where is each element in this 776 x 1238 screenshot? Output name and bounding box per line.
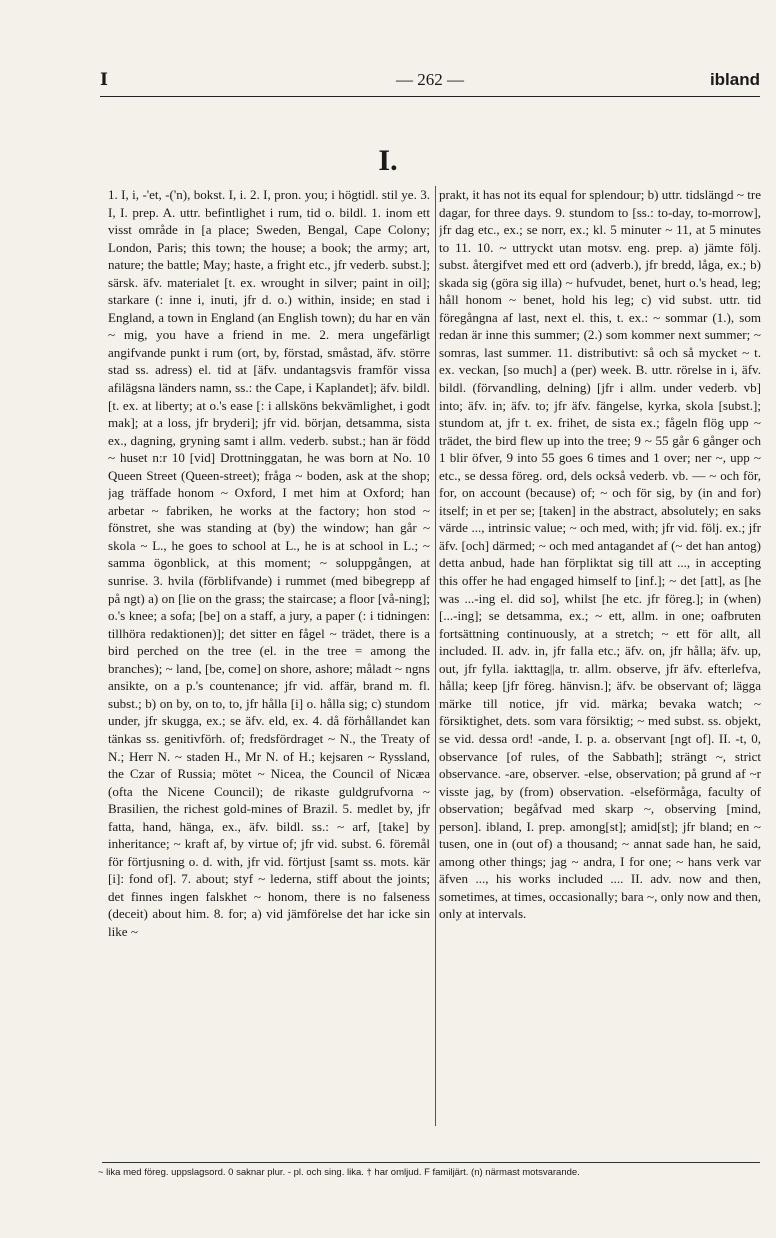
section-heading: I. (378, 144, 398, 177)
column-divider (435, 186, 436, 1126)
header-rule (100, 96, 760, 97)
header-guide-word: ibland (709, 70, 760, 89)
footnote-legend: ~ lika med föreg. uppslagsord. 0 saknar plur. - pl. och sing. lika. † har omljud. F familjärt. (n) närmast motsvarande. (98, 1167, 580, 1178)
header-letter: I (100, 70, 108, 90)
page-header (100, 70, 760, 94)
footer-rule (102, 1162, 760, 1163)
page-number: — 262 — (396, 70, 464, 89)
left-column (108, 186, 430, 1146)
left-column-text: 1. I, i, -'et, -('n), bokst. I, i. 2. I, pron. you; i högtidl. stil ye. 3. I, I. prep. A. uttr. befintlighet i rum, tid o. bildl. 1. inom ett visst område in [a place; Sweden, Bengal, Cape Colony; London, Paris; this town; the house; a book; the army; art, nature; the battle; May; haste, a fright etc., jfr vederb. subst.]; särsk. äfv. materialet [t. ex. wrought in silver; paint in oil]; starkare (: inne i, inuti, jfr d. o.) within, inside; en stad i England, a town in England (an English town); du har en vän ~ mig, you have a friend in me. 2. mera ungefärligt angifvande punkt i rum (ort, by, förstad, småstad, äfv. större stad ss. adress) el. tid at [äfv. undantagsvis framför vissa afilägsna länders namn, ss.: the Cape, i Kaplandet]; äfv. bildl. [t. ex. at liberty; at o.'s ease [: i allsköns bekvämlighet, i godt mak]; at a loss, jfr bryderi]; jfr vid. början, detsamma, sista ex., dagning, gryning samt i allm. vederb. subst.; han är född ~ huset n:r 10 [vid] Drottninggatan, he was born at No. 10 Queen Street (Queen-street); fråga ~ boden, ask at the shop; jag träffade honom ~ Oxford, I met him at Oxford; han arbetar ~ fabriken, he works at the factory; hon stod ~ fönstret, she was standing at (by) the window; han går ~ skola ~ L., he goes to school at L., he is at school in L.; ~ samma ögonblick, at this moment; ~ soluppgången, at sunrise. 3. hvila (förblifvande) i rummet (med bibegrepp af på ngt) a) on [lie on the grass; the staircase; a floor [vå-ning]; o.'s knee; a sofa; [be] on a staff, a jury, a paper (: i tidningen: tillhöra redaktionen)]; det sitter en fågel ~ trädet, there is a bird perched on the tree (el. in the tree = among the branches); ~ land, [be, come] on shore, ashore; måladt ~ ngns ansikte, on a p.'s countenance; jfr vid. affär, brand m. fl. subst.; b) on by, on to, to, jfr hålla [i] o. hålla sig; c) stundom under, jfr skugga, ex.; se äfv. eld, ex. 4. då förhållandet kan tänkas ss. genitivförh. of; fredsfördraget ~ N., the Treaty of N.; Herr N. ~ staden H., Mr N. of H.; kejsaren ~ Ryssland, the Czar of Russia; mötet ~ Nicea, the Council of Nicæa (ofta the Nicene Council); de rikaste guldgrufvorna ~ Brasilien, the richest gold-mines of Brazil. 5. medlet by, jfr fatta, hand, hänga, ex., äfv. bildl. ss.: ~ arf, [take] by inheritance; ~ kraft af, by virtue of; jfr vid. subst. 6. föremål för förtjusning o. d. with, jfr vid. förtjust [samt ss. mots. kär [i]: fond of]. 7. about; styf ~ lederna, stiff about the joints; det finnes ingen falskhet ~ honom, there is no falseness (deceit) about him. 8. for; a) vid jämförelse det har icke sin like ~ (108, 187, 430, 939)
right-column (439, 186, 761, 1146)
right-column-text: prakt, it has not its equal for splendour; b) uttr. tidslängd ~ tre dagar, for three days. 9. stundom to [ss.: to-day, to-morrow], jfr dag etc., ex.; se norr, ex.; kl. 5 minuter ~ 11, at 5 minutes to 11. 10. ~ uttryckt utan motsv. eng. prep. a) jämte följ. subst. återgifvet med ett ord (adverb.), jfr bredd, låga, ex.; b) skada sig (göra sig illa) ~ hufvudet, benet, hurt o.'s head, leg; håll honom ~ benet, hold his leg; c) vid subst. uttr. tid föregångna af last, next el. this, t. ex.: ~ sommar (1.), som redan är inne this summer; (2.) som kommer next summer; ~ somras, last summer. 11. distributivt: så och så mycket ~ t. ex. veckan, [so much] a (per) week. B. uttr. rörelse in i, äfv. bildl. (förvandling, delning) [jfr i allm. under vederb. vb] into; äfv. in; äfv. to; jfr äfv. fängelse, kyrka, skola [subst.]; stundom at, jfr t. ex. frihet, de sista ex.; fågeln flög upp ~ trädet, the bird flew up into the tree; 9 ~ 55 går 6 gånger och 1 blir öfver, 9 into 55 goes 6 times and 1 over; ner ~, upp ~ etc., se dessa föreg. ord, dels också vederb. vb. — ~ och för, for, on account (because) of; ~ och för sig, by (in and for) itself; in et per se; [taken] in the abstract, absolutely; en saks värde ..., intrinsic value; ~ och med, with; jfr vid. följ. ex.; jfr äfv. [och] därmed; ~ och med antagandet af (~ det han antog) detta anbud, hade han förpliktat sig till att ..., in accepting this offer he had engaged himself to [inf.]; ~ det [att], as [he was ...-ing el. did so], whilst [he etc. jfr föreg.]; in (when) [...-ing]; se detsamma, ex.; ~ ett, allm. in one; oafbruten fortsättning continuously, at a stretch; ~ ett för allt, all included. II. adv. in, jfr falla etc.; äfv. on, jfr hålla; äfv. up, out, jfr fylla. iakttag||a, tr. allm. observe, jfr äfv. efterlefva, hålla; keep [jfr föreg. hänvisn.]; äfv. be observant of; lägga märke till notice, jfr vid. märka; bevaka watch; ~ försiktighet, dets. som vara försiktig; ~ med subst. ss. objekt, se vid. dessa ord! -ande, I. p. a. observant [ngt of]. II. -t, 0, observance [of rules, of the Sabbath]; strängt ~, strict observance. -are, observer. -else, observation; på grund af ~r visste jag, by (from) observation. -elseförmåga, faculty of observation; begåfvad med skarp ~, observing [mind, person]. ibland, I. prep. among[st]; amid[st]; jfr bland; en ~ tusen, one in (out of) a thousand; ~ annat sade han, he said, among other things; jag ~ andra, I for one; ~ hans verk var äfven ..., his works included .... II. adv. now and then, sometimes, at times, occasionally; bara ~, only now and then, only at intervals. (439, 187, 761, 922)
